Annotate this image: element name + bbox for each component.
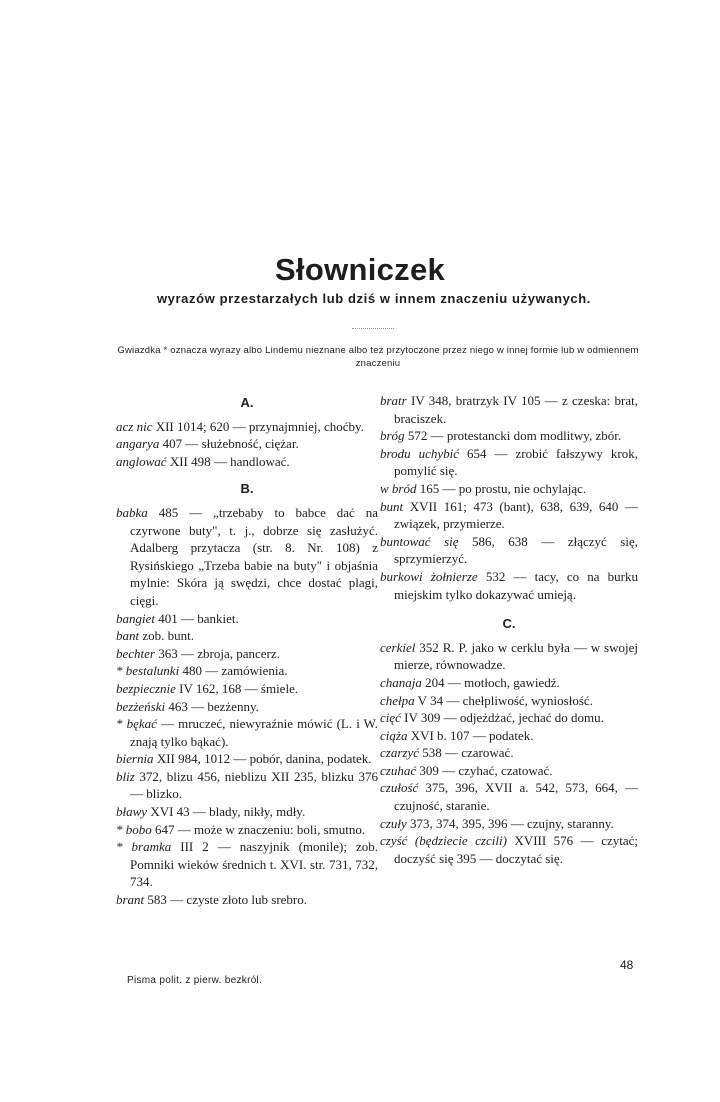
entry-headword: * bękać bbox=[116, 716, 157, 732]
entry-definition: 463 — bezżenny. bbox=[165, 698, 259, 714]
entry-definition: 572 — protestancki dom modlitwy, zbór. bbox=[404, 428, 622, 444]
dictionary-entry bbox=[116, 715, 378, 750]
entry-definition: 485 — „trzebaby to babce dać na czyrwone buty", t. j., dobrze się zasłużyć. Adalberg przytacza (str. 8. Nr. 108) z Rysińskiego „Trzeba babie na buty" i objaśnia mylnie: Skóra ją swędzi, chce dostać plagi, cięgi. bbox=[130, 504, 378, 608]
entry-definition: 363 — zbroja, pancerz. bbox=[154, 645, 280, 661]
page-title: Słowniczek bbox=[274, 252, 446, 287]
dictionary-entry bbox=[380, 445, 638, 480]
entry-headword: bechter bbox=[116, 645, 155, 661]
section-letter: A. bbox=[240, 395, 254, 410]
entry-headword: czuhać bbox=[380, 762, 417, 778]
entry-headword: brant bbox=[116, 892, 145, 908]
entry-headword: bróg bbox=[380, 428, 405, 444]
dictionary-entry bbox=[116, 891, 378, 909]
entry-definition: 583 — czyste złoto lub srebro. bbox=[144, 892, 307, 908]
dictionary-entry bbox=[380, 392, 638, 427]
entry-definition: XII 498 — handlować. bbox=[166, 453, 290, 469]
entry-headword: cerkiel bbox=[380, 639, 416, 655]
entry-definition: 480 — zamówienia. bbox=[179, 663, 288, 679]
entry-headword: bławy bbox=[116, 804, 148, 820]
right-column bbox=[380, 392, 638, 867]
entry-definition: 532 — tacy, co na burku miejskim tylko dokazywać umieją. bbox=[394, 568, 638, 602]
dictionary-entry bbox=[116, 418, 378, 436]
page-footer: Pisma polit. z pierw. bezkról. bbox=[127, 975, 263, 986]
entry-headword: bezpiecznie bbox=[116, 680, 176, 696]
entry-definition: XVI b. 107 — podatek. bbox=[407, 727, 534, 743]
dictionary-entry bbox=[116, 645, 378, 663]
entry-headword: biernia bbox=[116, 751, 154, 767]
entry-headword: * bramka bbox=[116, 839, 172, 855]
entry-definition: 586, 638 — złączyć się, sprzymierzyć. bbox=[394, 533, 638, 567]
entry-definition: 373, 374, 395, 396 — czujny, staranny. bbox=[406, 815, 614, 831]
dictionary-entry bbox=[380, 427, 638, 445]
dictionary-entry bbox=[116, 838, 378, 891]
entry-definition: 538 — czarować. bbox=[419, 745, 514, 761]
dictionary-entry bbox=[116, 698, 378, 716]
dictionary-entry bbox=[380, 832, 638, 867]
entry-headword: * bestalunki bbox=[116, 663, 180, 679]
dictionary-entry bbox=[116, 750, 378, 768]
dictionary-entry bbox=[116, 627, 378, 645]
entry-definition: XII 984, 1012 — pobór, danina, podatek. bbox=[153, 751, 372, 767]
entry-headword: * bobo bbox=[116, 821, 152, 837]
dictionary-entry bbox=[380, 762, 638, 780]
entry-headword: bratr bbox=[380, 393, 407, 408]
dictionary-entry bbox=[380, 480, 638, 498]
page-number: 48 bbox=[620, 958, 634, 972]
entry-definition: 204 — motłoch, gawiedź. bbox=[421, 674, 560, 690]
dictionary-entry bbox=[380, 692, 638, 710]
entry-definition: IV 309 — odjeżdżać, jechać do domu. bbox=[400, 710, 604, 726]
page-subtitle: wyrazów przestarzałych lub dziś w innem znaczeniu używanych. bbox=[156, 291, 592, 306]
entry-definition: 407 — służebność, ciężar. bbox=[159, 436, 299, 452]
entry-definition: 401 — bankiet. bbox=[155, 610, 239, 626]
left-column bbox=[116, 392, 378, 909]
dictionary-entry bbox=[116, 610, 378, 628]
entry-definition: IV 348, bratrzyk IV 105 — z czeska: brat, braciszek. bbox=[394, 393, 638, 426]
dictionary-entry bbox=[380, 674, 638, 692]
entry-headword: bangiet bbox=[116, 610, 155, 626]
entry-headword: angarya bbox=[116, 436, 160, 452]
entry-headword: czyść (będziecie czcili) bbox=[380, 833, 507, 849]
entry-definition: XVIII 576 — czytać; doczyść się 395 — doczytać się. bbox=[394, 833, 638, 866]
entry-headword: bant bbox=[116, 628, 140, 644]
dictionary-entry bbox=[380, 815, 638, 833]
dictionary-entry bbox=[116, 680, 378, 698]
dictionary-entry bbox=[116, 662, 378, 680]
entry-definition: 375, 396, XVII a. 542, 573, 664, — czujność, staranie. bbox=[394, 780, 638, 814]
entry-definition: 372, blizu 456, nieblizu XII 235, blizku 376 — blizko. bbox=[130, 768, 378, 802]
entry-headword: anglować bbox=[116, 453, 167, 469]
entry-headword: bezżeński bbox=[116, 698, 166, 714]
dictionary-entry bbox=[380, 498, 638, 533]
dictionary-entry bbox=[380, 568, 638, 603]
entry-definition: 165 — po prostu, nie ochylając. bbox=[416, 480, 587, 496]
entry-headword: czarzyć bbox=[380, 745, 419, 761]
dictionary-entry bbox=[116, 821, 378, 839]
entry-definition: — mruczeć, niewyraźnie mówić (L. i W. znają tylko bąkać). bbox=[130, 716, 379, 749]
entry-definition: V 34 — chełpliwość, wyniosłość. bbox=[414, 692, 593, 708]
dictionary-entry bbox=[116, 504, 378, 610]
entry-headword: acz nic bbox=[116, 418, 153, 434]
entry-headword: ciąża bbox=[380, 727, 408, 743]
entry-headword: chełpa bbox=[380, 692, 415, 708]
entry-definition: XVII 161; 473 (bant), 638, 639, 640 — związek, przymierze. bbox=[394, 498, 638, 532]
entry-definition: 654 — zrobić fałszywy krok, pomylić się. bbox=[394, 445, 638, 479]
dictionary-entry bbox=[380, 639, 638, 674]
entry-headword: brodu uchybić bbox=[380, 445, 459, 461]
dictionary-entry bbox=[116, 435, 378, 453]
entry-definition: zob. bunt. bbox=[139, 628, 195, 644]
entry-definition: 647 — może w znaczeniu: boli, smutno. bbox=[151, 821, 366, 837]
dictionary-entry bbox=[116, 803, 378, 821]
entry-definition: 309 — czyhać, czatować. bbox=[416, 762, 553, 778]
dictionary-entry bbox=[380, 709, 638, 727]
entry-headword: cięć bbox=[380, 710, 401, 726]
dictionary-entry bbox=[380, 779, 638, 814]
entry-headword: w bród bbox=[380, 480, 417, 496]
section-letter: B. bbox=[240, 481, 254, 497]
entry-headword: babka bbox=[116, 504, 148, 520]
entry-headword: burkowi żołnierze bbox=[380, 568, 478, 584]
dictionary-entry bbox=[380, 744, 638, 762]
entry-headword: chanaja bbox=[380, 674, 422, 690]
dictionary-entry bbox=[116, 768, 378, 803]
entry-definition: III 2 — naszyjnik (monile); zob. Pomniki wieków średnich t. XVI. str. 731, 732, 734. bbox=[130, 839, 378, 890]
dictionary-entry bbox=[380, 727, 638, 745]
entry-headword: buntować się bbox=[380, 533, 459, 549]
entry-headword: bliz bbox=[116, 768, 135, 784]
entry-definition: XII 1014; 620 — przynajmniej, choćby. bbox=[152, 418, 364, 434]
entry-headword: bunt bbox=[380, 498, 404, 514]
entry-definition: 352 R. P. jako w cerklu była — w swojej mierze, równowadze. bbox=[394, 639, 638, 673]
dictionary-entry bbox=[116, 453, 378, 471]
entry-headword: czułość bbox=[380, 780, 419, 796]
dictionary-entry bbox=[380, 533, 638, 568]
divider bbox=[352, 328, 394, 329]
entry-definition: XVI 43 — blady, nikły, mdły. bbox=[147, 804, 306, 820]
asterisk-note: Gwiazdka * oznacza wyrazy albo Lindemu nieznane albo też przytoczone przez niego w innej formie lub w odmiennem znaczeniu bbox=[117, 345, 639, 369]
entry-definition: IV 162, 168 — śmiele. bbox=[175, 680, 299, 696]
entry-headword: czuły bbox=[380, 815, 407, 831]
section-letter: C. bbox=[502, 616, 516, 632]
